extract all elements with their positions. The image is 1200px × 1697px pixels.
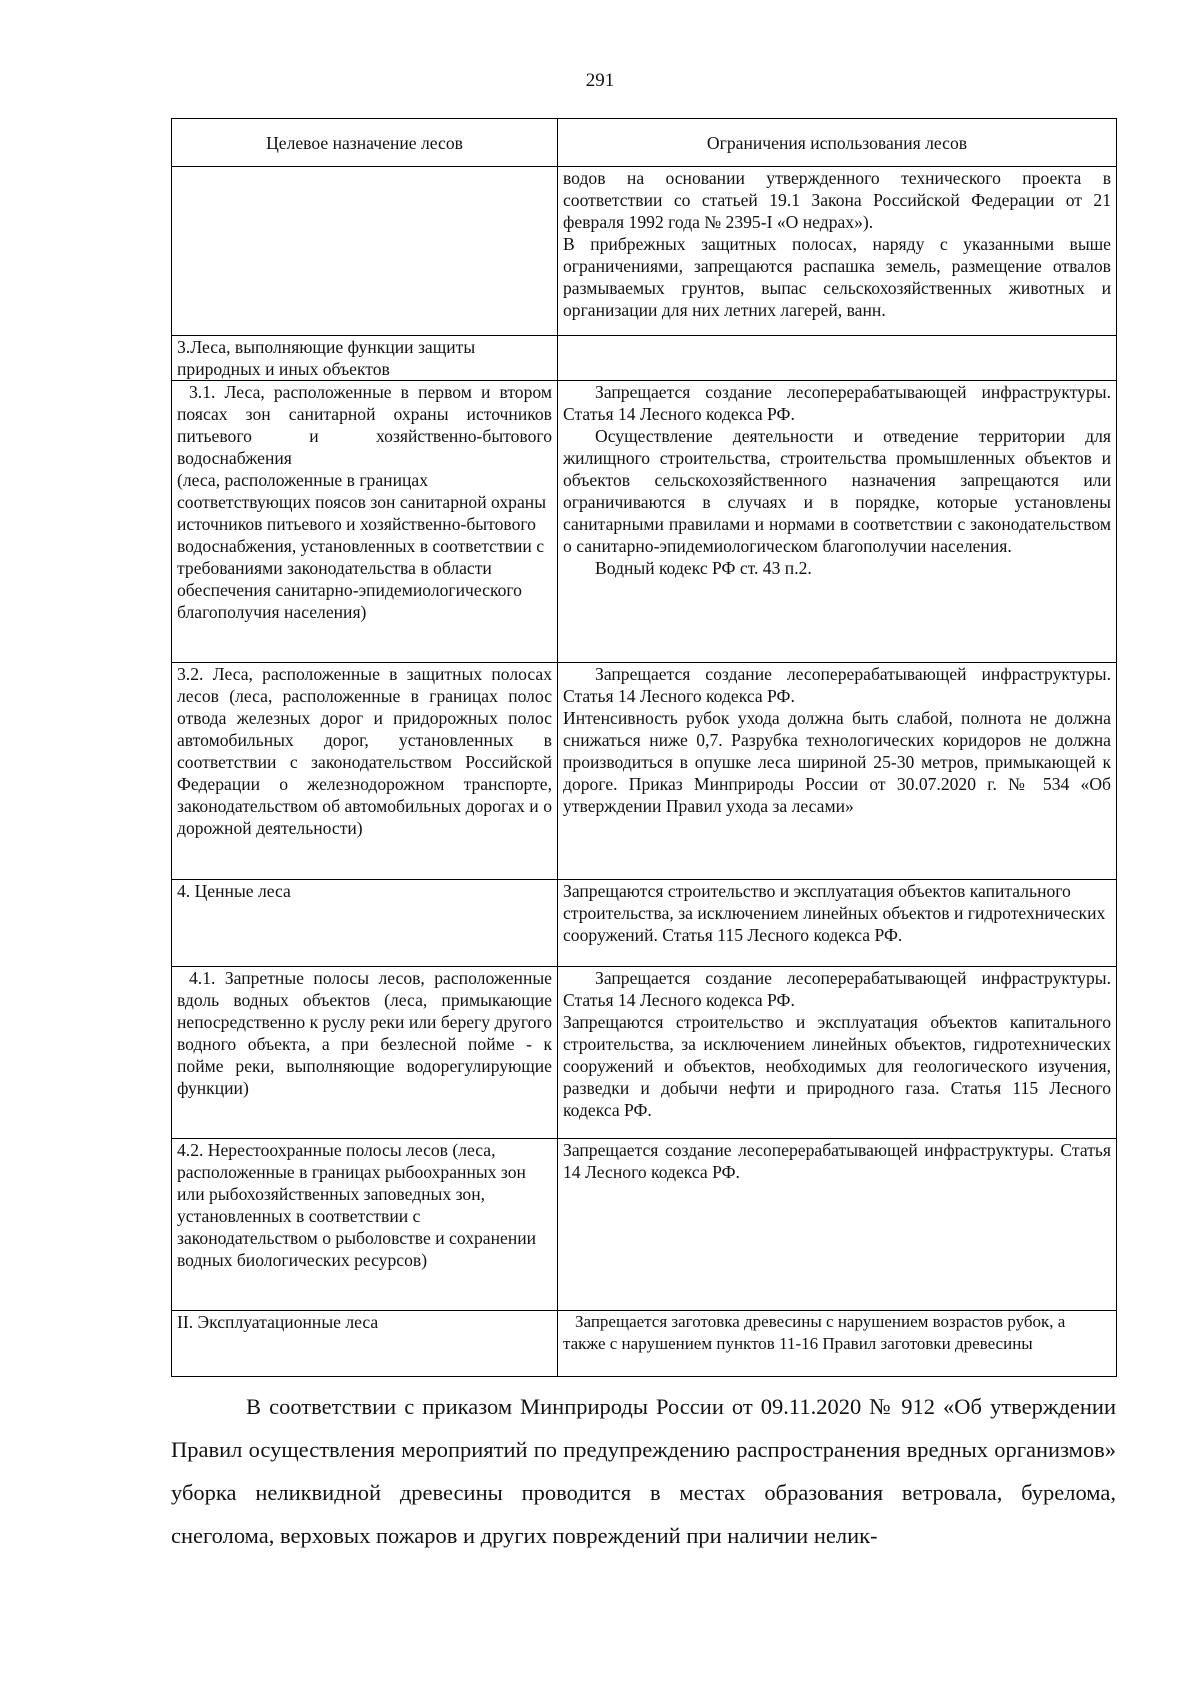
restriction-text: Осуществление деятельности и отведение территории для жилищного строительства, строительства промышленных объектов и объектов сельскохозяйственного назначения запрещаются или ограничиваются в случаях и в порядке, которые установлены санитарными правилами и нормами в соответствии с законодательством о санитарно-эпидемиологическом благополучии населения. bbox=[563, 426, 1111, 556]
restrictions-cell bbox=[558, 1311, 1117, 1377]
restrictions-cell bbox=[558, 967, 1117, 1139]
restriction-text: Водный кодекс РФ ст. 43 п.2. bbox=[595, 558, 812, 578]
table-row bbox=[172, 1139, 1117, 1311]
purpose-cell bbox=[172, 1311, 558, 1377]
purpose-cell bbox=[172, 880, 558, 967]
restriction-text: Запрещается создание лесоперерабатывающей инфраструктуры. Статья 14 Лесного кодекса РФ. bbox=[563, 968, 1111, 1010]
purpose-text: 4.2. Нерестоохранные полосы лесов (леса, расположенные в границах рыбоохранных зон или рыбохозяйственных заповедных зон, установленных в соответствии с законодательством о рыболовстве и сохранении водных биологических ресурсов) bbox=[177, 1140, 537, 1270]
restriction-text: Интенсивность рубок ухода должна быть слабой, полнота не должна снижаться ниже 0,7. Разрубка технологических коридоров не должна производиться в опушке леса шириной 25-30 метров, примыкающей к дороге. Приказ Минприроды России от 30.07.2020 г. № 534 «Об утверждении Правил ухода за лесами» bbox=[563, 708, 1111, 816]
restrictions-cell bbox=[558, 880, 1117, 967]
restrictions-cell bbox=[558, 1139, 1117, 1311]
purpose-text: (леса, расположенные в границах соответствующих поясов зон санитарной охраны источников питьевого и хозяйственно-бытового водоснабжения, установленных в соответствии с требованиями законодательства в области обеспечения санитарно-эпидемиологического благополучия населения) bbox=[177, 470, 547, 622]
page-number: 291 bbox=[585, 70, 615, 91]
restrictions-cell bbox=[558, 336, 1117, 381]
header-forest-purpose: Целевое назначение лесов bbox=[172, 119, 558, 167]
body-paragraph: В соответствии с приказом Минприроды России от 09.11.2020 № 912 «Об утверждении Правил осуществления мероприятий по предупреждению распространения вредных организмов» уборка неликвидной древесины проводится в местах образования ветровала, бурелома, снеголома, верховых пожаров и других повреждений при наличии нелик- bbox=[171, 1394, 1116, 1548]
table-header-row bbox=[172, 119, 1117, 167]
purpose-cell bbox=[172, 167, 558, 336]
restriction-text: Запрещается заготовка древесины с нарушением возрастов рубок, а также с нарушением пунктов 11-16 Правил заготовки древесины bbox=[563, 1312, 1066, 1353]
restrictions-cell bbox=[558, 381, 1117, 663]
restriction-text: Запрещается создание лесоперерабатывающей инфраструктуры. Статья 14 Лесного кодекса РФ. bbox=[563, 664, 1111, 706]
restriction-text: водов на основании утвержденного технического проекта в соответствии со статьей 19.1 Закона Российской Федерации от 21 февраля 1992 года № 2395-I «О недрах»). bbox=[563, 168, 1111, 232]
restriction-text: Запрещаются строительство и эксплуатация объектов капитального строительства, за исключением линейных объектов и гидротехнических сооружений. Статья 115 Лесного кодекса РФ. bbox=[563, 881, 1106, 945]
purpose-cell bbox=[172, 336, 558, 381]
purpose-text: 3.1. Леса, расположенные в первом и втором поясах зон санитарной охраны источников питьевого и хозяйственно-бытового водоснабжения bbox=[177, 382, 552, 468]
purpose-text: II. Эксплуатационные леса bbox=[177, 1312, 379, 1332]
purpose-cell bbox=[172, 381, 558, 663]
restrictions-cell bbox=[558, 663, 1117, 880]
table-row bbox=[172, 880, 1117, 967]
purpose-text: 4.1. Запретные полосы лесов, расположенные вдоль водных объектов (леса, примыкающие непосредственно к руслу реки или берегу другого водного объекта, а при безлесной пойме - к пойме реки, выполняющие водорегулирующие функции) bbox=[177, 968, 552, 1098]
table-row bbox=[172, 167, 1117, 336]
purpose-text: 4. Ценные леса bbox=[177, 881, 291, 901]
restriction-text: Запрещается создание лесоперерабатывающей инфраструктуры. Статья 14 Лесного кодекса РФ. bbox=[563, 1140, 1111, 1182]
restrictions-cell bbox=[558, 167, 1117, 336]
purpose-cell bbox=[172, 663, 558, 880]
purpose-text: 3.Леса, выполняющие функции защиты природных и иных объектов bbox=[177, 337, 476, 379]
restriction-text: Запрещаются строительство и эксплуатация объектов капитального строительства, за исключением линейных объектов, гидротехнических сооружений и объектов, необходимых для геологического изучения, разведки и добычи нефти и природного газа. Статья 115 Лесного кодекса РФ. bbox=[563, 1012, 1111, 1120]
table-row bbox=[172, 1311, 1117, 1377]
purpose-cell bbox=[172, 1139, 558, 1311]
purpose-text: 3.2. Леса, расположенные в защитных полосах лесов (леса, расположенные в границах полос отвода железных дорог и придорожных полос автомобильных дорог, установленных в соответствии с законодательством Российской Федерации о железнодорожном транспорте, законодательством об автомобильных дорогах и о дорожной деятельности) bbox=[177, 664, 552, 838]
restriction-text: Запрещается создание лесоперерабатывающей инфраструктуры. Статья 14 Лесного кодекса РФ. bbox=[563, 382, 1111, 424]
table-row bbox=[172, 967, 1117, 1139]
forest-restrictions-table bbox=[171, 118, 1117, 1377]
restriction-text: В прибрежных защитных полосах, наряду с указанными выше ограничениями, запрещаются распашка земель, размещение отвалов размываемых грунтов, выпас сельскохозяйственных животных и организации для них летних лагерей, ванн. bbox=[563, 234, 1111, 320]
header-usage-restrictions: Ограничения использования лесов bbox=[558, 119, 1117, 167]
table-row bbox=[172, 381, 1117, 663]
purpose-cell bbox=[172, 967, 558, 1139]
table-row bbox=[172, 336, 1117, 381]
table-row bbox=[172, 663, 1117, 880]
